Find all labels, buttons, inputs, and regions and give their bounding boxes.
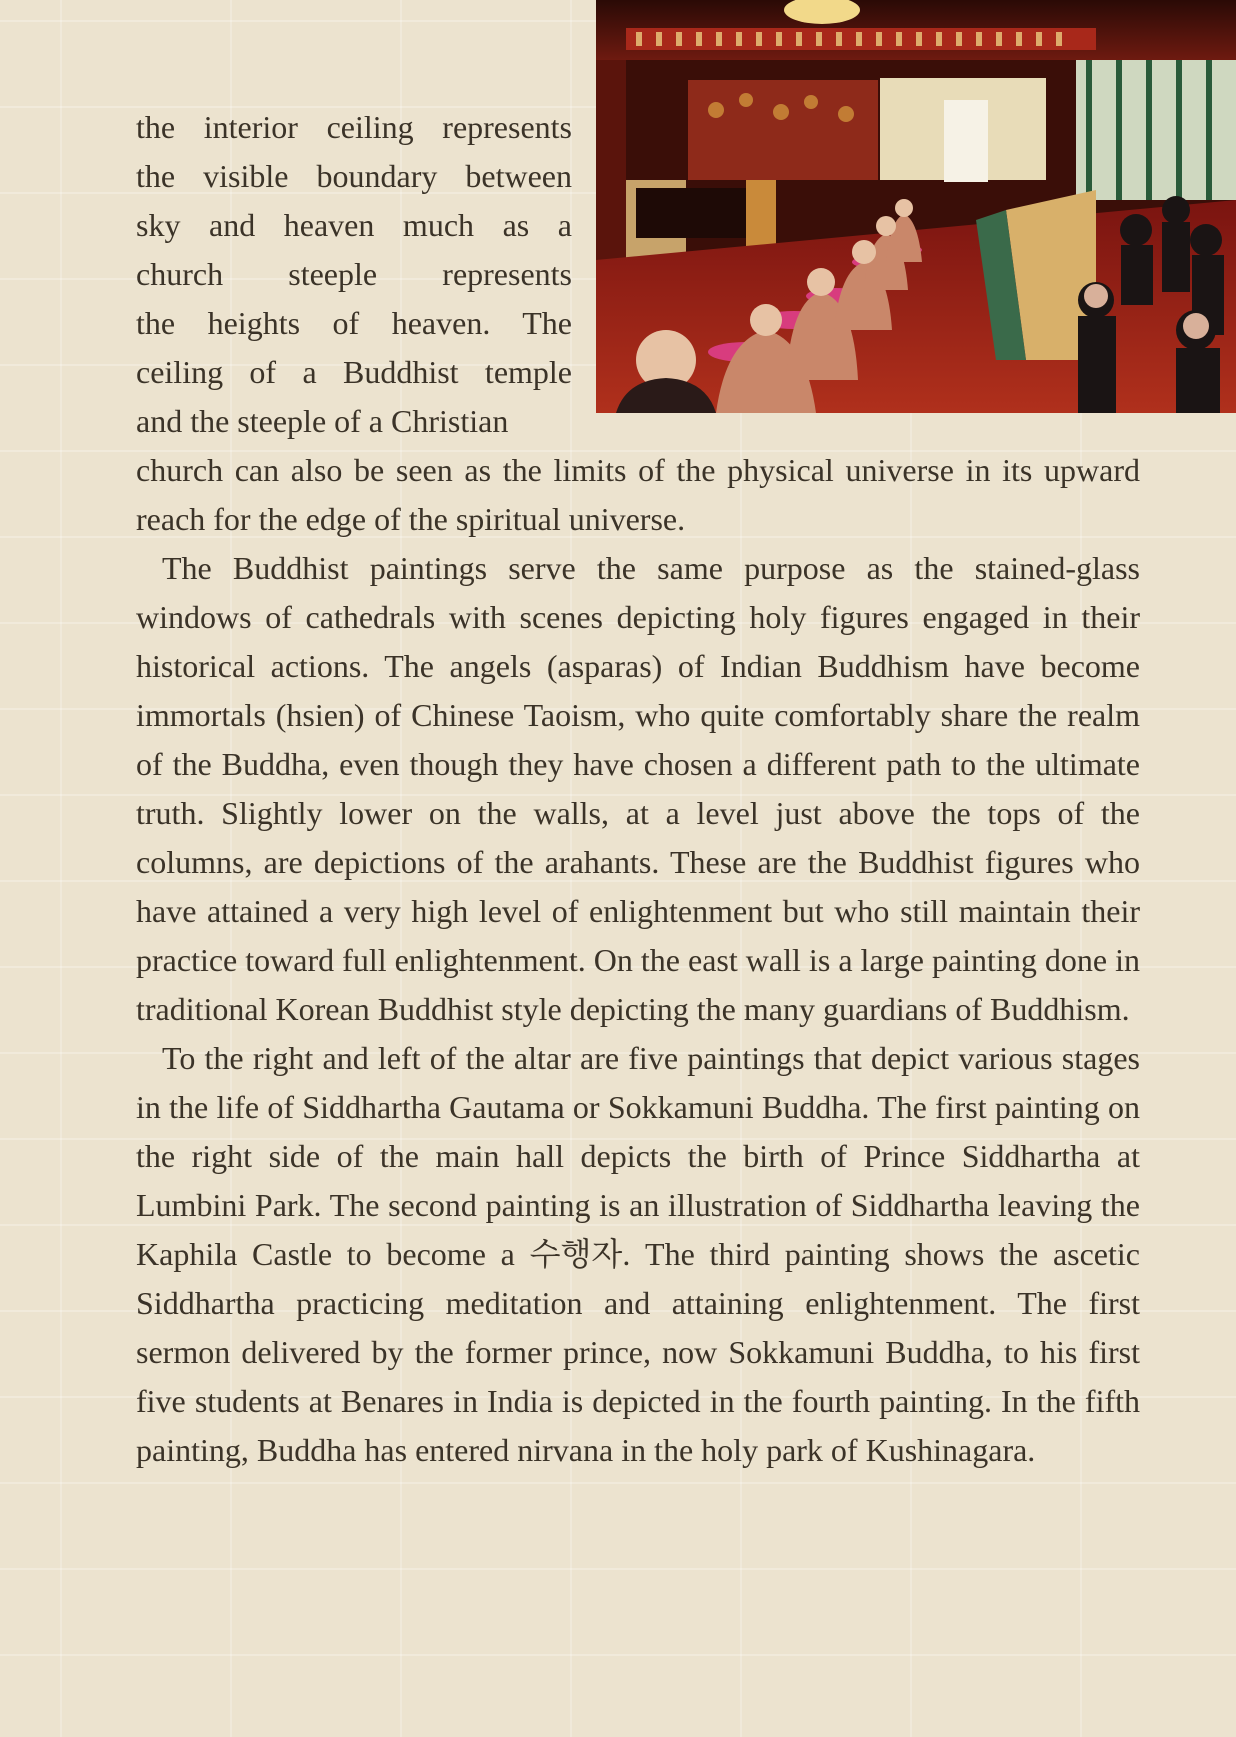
paragraph-buddhist-paintings: The Buddhist paintings serve the same purpose as the stained-glass windows of cathedrals with scenes depicting holy figures engaged in their historical actions. The angels (asparas) of Indian Buddhism have become immortals (hsien) of Chinese Taoism, who quite comfortably share the realm of the Buddha, even though they have chosen a different path to the ultimate truth. Slightly lower on the walls, at a level just above the tops of the columns, are depictions of the arahants. These are the Buddhist figures who have attained a very high level of enlightenment but who still maintain their practice toward full enlightenment. On the east wall is a large painting done in traditional Korean Buddhist style depicting the many guardians of Buddhism. xyxy=(136,550,1140,1027)
text-line: church steeple represents xyxy=(136,256,572,292)
temple-photo-illustration xyxy=(596,0,1236,413)
text-line: the heights of heaven. The xyxy=(136,305,572,341)
body-text xyxy=(136,446,1140,1475)
text-line: sky and heaven much as a xyxy=(136,207,572,243)
wrapped-text-column xyxy=(136,103,572,446)
temple-interior-photo xyxy=(596,0,1236,413)
text-line: ceiling of a Buddhist temple xyxy=(136,354,572,390)
text-line: the interior ceiling represents xyxy=(136,109,572,145)
text-line: the visible boundary between xyxy=(136,158,572,194)
paragraph-five-paintings: To the right and left of the altar are five paintings that depict various stages in the life of Siddhartha Gautama or Sokkamuni Buddha. The first painting on the right side of the main hall depicts the birth of Prince Siddhartha at Lumbini Park. The second painting is an illustration of Siddhartha leaving the Kaphila Castle to become a 수행자. The third painting shows the ascetic Siddhartha practicing meditation and attaining enlightenment. The first sermon delivered by the former prince, now Sokkamuni Buddha, to his first five students at Benares in India is depicted in the fourth painting. In the fifth painting, Buddha has entered nirvana in the holy park of Kushinagara. xyxy=(136,1040,1140,1468)
paragraph-continuation: church can also be seen as the limits of the physical universe in its upward reach for the edge of the spiritual universe. xyxy=(136,452,1140,537)
text-line: and the steeple of a Christian xyxy=(136,403,509,439)
